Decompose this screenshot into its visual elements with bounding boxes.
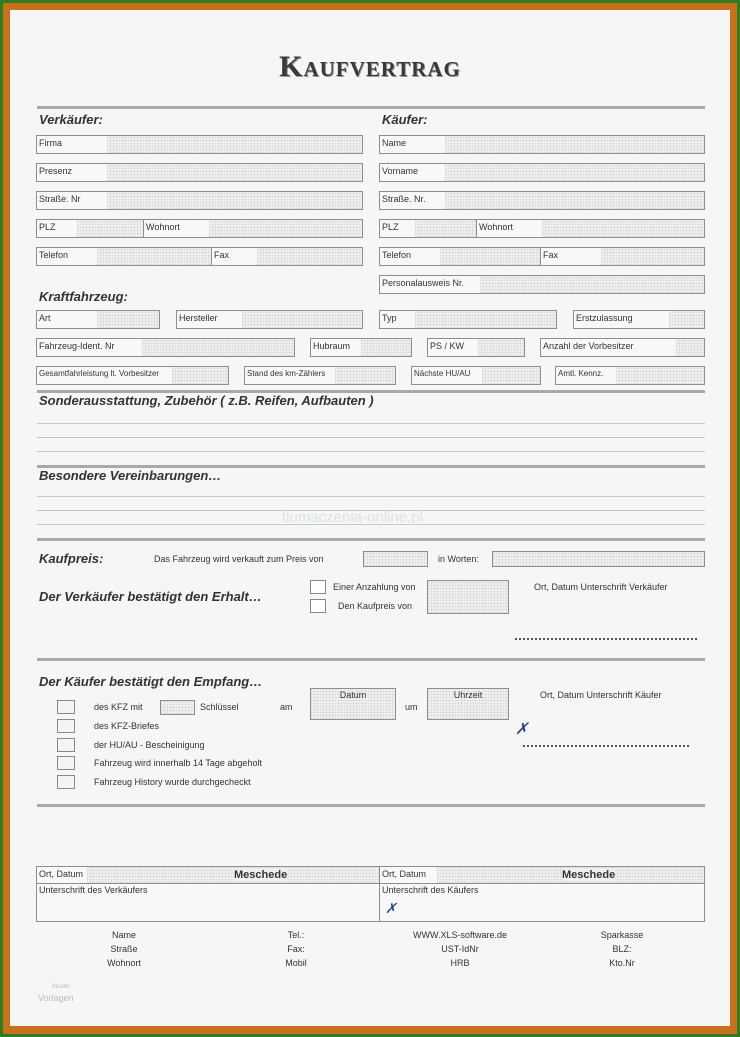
keys-checkbox[interactable] — [57, 700, 75, 714]
logo — [38, 983, 74, 1002]
seller-signature-line[interactable] — [515, 638, 697, 640]
hu-certificate-checkbox[interactable] — [57, 738, 75, 752]
history-checkbox[interactable] — [57, 775, 75, 789]
field-label: Anzahl der Vorbesitzer — [543, 341, 637, 351]
seller-signature-field-label: Unterschrift des Verkäufers — [39, 885, 148, 895]
footer-bank — [582, 928, 662, 970]
hu-certificate-label: der HU/AU - Bescheinigung — [94, 740, 205, 750]
field-label: Straße. Nr. — [382, 194, 429, 204]
page-title: Kaufvertrag — [279, 50, 461, 83]
price-words-field[interactable] — [492, 551, 705, 567]
divider — [37, 804, 705, 807]
buyer-signature-line[interactable] — [523, 745, 689, 747]
watermark: tlumaczenia-online.pl — [282, 509, 423, 526]
key-count-field[interactable] — [160, 700, 195, 715]
footer-text: Wohnort — [107, 958, 141, 968]
vehicle-typ-field[interactable] — [379, 310, 557, 329]
field-label: Hubraum — [313, 341, 353, 351]
logo-text: Muster — [52, 984, 71, 990]
field-label: Gesamtfahrleistung lt. Vorbesitzer — [39, 369, 162, 378]
buyer-heading: Käufer: — [382, 112, 428, 127]
footer-web — [395, 928, 525, 970]
footer-text: Fax: — [287, 944, 305, 954]
vehicle-hersteller-field[interactable] — [176, 310, 363, 329]
seller-street-field[interactable] — [36, 191, 363, 210]
field-label: Hersteller — [179, 313, 221, 323]
signature-mark-icon: ✗ — [385, 901, 397, 917]
divider — [37, 538, 705, 541]
field-label: PLZ — [382, 222, 402, 232]
extras-heading: Sonderausstattung, Zubehör ( z.B. Reifen, Aufbauten ) — [39, 393, 374, 408]
agreements-heading: Besondere Vereinbarungen… — [39, 468, 222, 483]
field-label: Nächste HU/AU — [414, 369, 473, 378]
vehicle-art-field[interactable] — [36, 310, 160, 329]
buyer-street-field[interactable] — [379, 191, 705, 210]
footer-contact — [84, 928, 164, 970]
date-field[interactable] — [310, 688, 396, 720]
field-label: Amtl. Kennz. — [558, 369, 606, 378]
footer-text: Tel.: — [287, 930, 305, 940]
field-label: Personalausweis Nr. — [382, 278, 467, 288]
divider — [37, 883, 704, 884]
vehicle-vorbesitzer-field[interactable] — [540, 338, 705, 357]
vehicle-plate-field[interactable] — [555, 366, 705, 385]
vehicle-ident-field[interactable] — [36, 338, 295, 357]
footer-phone — [256, 928, 336, 970]
keys-label: des KFZ mit — [94, 702, 143, 712]
field-label: Name — [382, 138, 409, 148]
time-field[interactable] — [427, 688, 509, 720]
field-label: Telefon — [382, 250, 414, 260]
seller-city: Meschede — [234, 869, 288, 881]
buyer-city: Meschede — [562, 869, 616, 881]
buyer-wohnort-field[interactable] — [476, 219, 705, 238]
buyer-name-field[interactable] — [379, 135, 705, 154]
seller-fax-field[interactable] — [211, 247, 363, 266]
writing-line — [37, 423, 705, 424]
field-label: Stand des km-Zählers — [247, 369, 328, 378]
footer-text: HRB — [450, 958, 470, 968]
vehicle-ps-field[interactable] — [427, 338, 525, 357]
field-label: PLZ — [39, 222, 59, 232]
vehicle-odometer-field[interactable] — [244, 366, 396, 385]
contract-page — [10, 10, 730, 1026]
keys-suffix: Schlüssel — [200, 702, 239, 712]
price-heading: Kaufpreis: — [39, 551, 104, 566]
buyer-confirm-heading: Der Käufer bestätigt den Empfang… — [39, 674, 263, 689]
writing-line — [37, 437, 705, 438]
price-field[interactable] — [363, 551, 428, 567]
seller-confirm-heading: Der Verkäufer bestätigt den Erhalt… — [39, 589, 262, 604]
amount-received-field[interactable] — [427, 580, 509, 614]
buyer-id-field[interactable] — [379, 275, 705, 294]
buyer-place-label: Ort, Datum — [382, 869, 427, 879]
seller-heading: Verkäufer: — [39, 112, 103, 127]
buyer-signature-label: Ort, Datum Unterschrift Käufer — [540, 690, 662, 700]
seller-place-date-field[interactable] — [87, 867, 379, 883]
writing-line — [37, 451, 705, 452]
field-label: Vorname — [382, 166, 421, 176]
history-label: Fahrzeug History wurde durchgecheckt — [94, 777, 251, 787]
field-label: Erstzulassung — [576, 313, 636, 323]
title-doc-label: des KFZ-Briefes — [94, 721, 160, 731]
footer-text: UST-IdNr — [441, 944, 479, 954]
field-label: Wohnort — [146, 222, 183, 232]
pickup-label: Fahrzeug wird innerhalb 14 Tage abgeholt — [94, 758, 262, 768]
footer-text: Kto.Nr — [609, 958, 635, 968]
full-price-checkbox[interactable] — [310, 599, 326, 613]
pickup-checkbox[interactable] — [57, 756, 75, 770]
buyer-vorname-field[interactable] — [379, 163, 705, 182]
vehicle-hubraum-field[interactable] — [310, 338, 412, 357]
date-label: Datum — [339, 690, 367, 700]
vehicle-erstzulassung-field[interactable] — [573, 310, 705, 329]
footer-text: Name — [111, 930, 136, 940]
footer-text: Sparkasse — [600, 930, 644, 940]
seller-signature-label: Ort, Datum Unterschrift Verkäufer — [534, 582, 668, 592]
logo-text: Vorlagen — [38, 993, 74, 1003]
seller-presenz-field[interactable] — [36, 163, 363, 182]
price-text: Das Fahrzeug wird verkauft zum Preis von — [154, 554, 324, 564]
deposit-label: Einer Anzahlung von — [333, 582, 416, 592]
vehicle-heading: Kraftfahrzeug: — [39, 289, 128, 304]
vehicle-hu-field[interactable] — [411, 366, 541, 385]
buyer-fax-field[interactable] — [540, 247, 705, 266]
field-label: Telefon — [39, 250, 71, 260]
um-label: um — [405, 702, 418, 712]
vehicle-mileage-field[interactable] — [36, 366, 229, 385]
field-label: Fahrzeug-Ident. Nr — [39, 341, 118, 351]
divider — [379, 867, 380, 921]
buyer-telefon-field[interactable] — [379, 247, 541, 266]
divider — [37, 658, 705, 661]
price-words-label: in Worten: — [438, 554, 479, 564]
field-label: Presenz — [39, 166, 75, 176]
footer-text: BLZ: — [612, 944, 632, 954]
seller-plz-field[interactable] — [36, 219, 144, 238]
field-label: Firma — [39, 138, 65, 148]
time-label: Uhrzeit — [453, 690, 483, 700]
seller-telefon-field[interactable] — [36, 247, 212, 266]
field-label: Typ — [382, 313, 400, 323]
writing-line — [37, 496, 705, 497]
buyer-signature-field-label: Unterschrift des Käufers — [382, 885, 479, 895]
am-label: am — [280, 702, 293, 712]
footer-text: Straße — [110, 944, 138, 954]
field-label: Fax — [214, 250, 232, 260]
footer-text: WWW.XLS-software.de — [412, 930, 508, 940]
field-label: Art — [39, 313, 54, 323]
field-label: PS / KW — [430, 341, 467, 351]
field-label: Fax — [543, 250, 561, 260]
seller-firma-field[interactable] — [36, 135, 363, 154]
seller-wohnort-field[interactable] — [143, 219, 363, 238]
seller-place-label: Ort, Datum — [39, 869, 84, 879]
field-label: Wohnort — [479, 222, 516, 232]
footer-text: Mobil — [285, 958, 307, 968]
signature-table — [36, 866, 705, 922]
signature-mark-icon: ✗ — [515, 719, 529, 738]
deposit-checkbox[interactable] — [310, 580, 326, 594]
divider — [37, 106, 705, 109]
field-label: Straße. Nr — [39, 194, 84, 204]
full-price-label: Den Kaufpreis von — [338, 601, 413, 611]
buyer-plz-field[interactable] — [379, 219, 477, 238]
title-doc-checkbox[interactable] — [57, 719, 75, 733]
